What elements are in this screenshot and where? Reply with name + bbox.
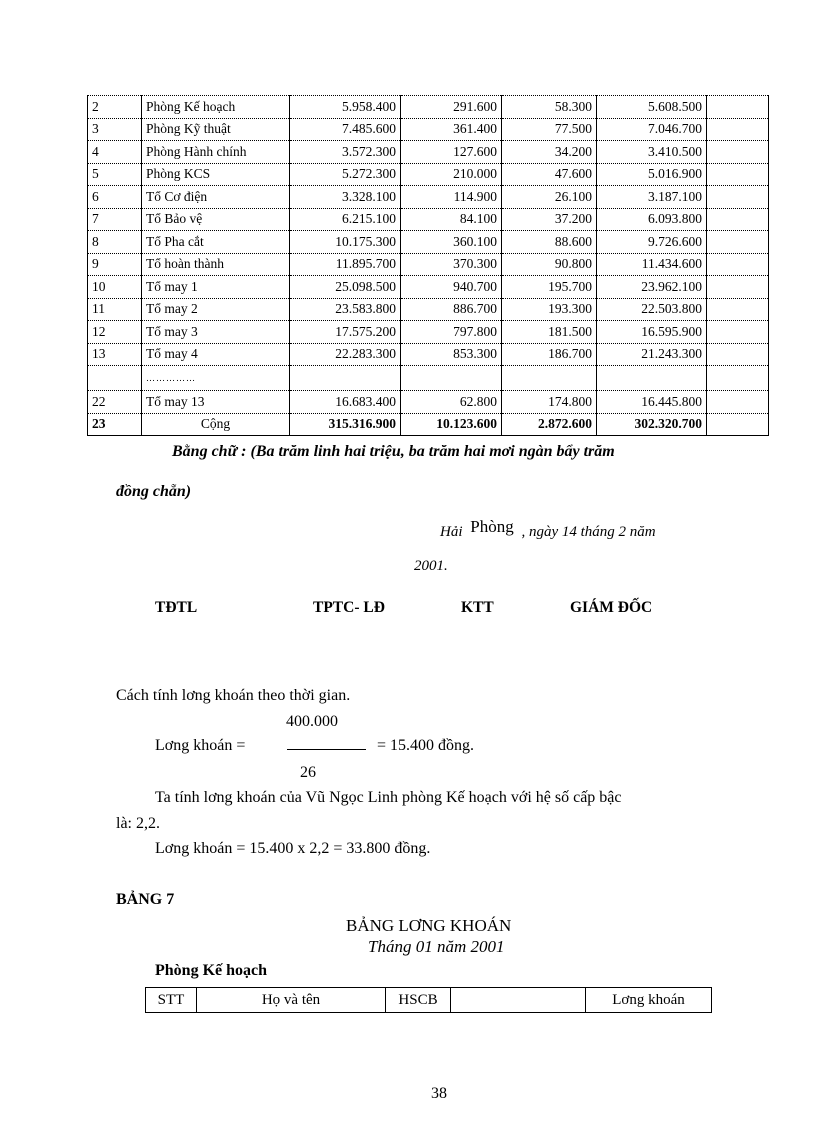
row-name: Phòng Kỹ thuật [142, 118, 290, 141]
place-date-part-1: Hải [440, 524, 463, 540]
row-stt: 8 [88, 231, 142, 254]
row-col-c: 47.600 [502, 163, 597, 186]
table-row [88, 118, 769, 141]
row-col-c: 193.300 [502, 298, 597, 321]
row-col-a: 315.316.900 [290, 413, 401, 436]
row-col-d: 9.726.600 [597, 231, 707, 254]
row-blank-cell [707, 208, 769, 231]
row-col-b: 360.100 [401, 231, 502, 254]
table-row [88, 96, 769, 119]
row-col-a: 11.895.700 [290, 253, 401, 276]
table7-department: Phòng Kế hoạch [155, 962, 268, 979]
row-stt: 5 [88, 163, 142, 186]
row-blank-cell [707, 276, 769, 299]
row-col-c: 58.300 [502, 96, 597, 119]
row-blank-cell [707, 391, 769, 414]
table-row [88, 141, 769, 164]
header-salary: Lơng khoán [586, 988, 712, 1013]
row-col-d: 3.410.500 [597, 141, 707, 164]
place-date-part-3: , ngày 14 tháng 2 năm [521, 524, 656, 540]
page-number: 38 [431, 1085, 447, 1102]
row-stt: 4 [88, 141, 142, 164]
header-blank [451, 988, 586, 1013]
row-name: Tổ may 1 [142, 276, 290, 299]
row-name: Tổ Bảo vệ [142, 208, 290, 231]
row-stt: 10 [88, 276, 142, 299]
row-col-a: 17.575.200 [290, 321, 401, 344]
table7-title: BẢNG LƠNG KHOÁN [346, 916, 512, 935]
row-name: Phòng Hành chính [142, 141, 290, 164]
amount-in-words-line-1: Bằng chữ : (Ba trăm linh hai triệu, ba trăm hai mơi ngàn bẩy trăm [172, 443, 615, 460]
row-blank-cell [707, 186, 769, 209]
row-col-a: 3.328.100 [290, 186, 401, 209]
row-col-b: 370.300 [401, 253, 502, 276]
row-col-b: 361.400 [401, 118, 502, 141]
row-col-c: 195.700 [502, 276, 597, 299]
row-col-c: 77.500 [502, 118, 597, 141]
salary-table-7 [145, 987, 712, 1013]
row-blank-cell [707, 413, 769, 436]
table-row [88, 391, 769, 414]
row-blank-cell [707, 118, 769, 141]
row-col-d: 22.503.800 [597, 298, 707, 321]
amount-in-words-line-2: đồng chẵn) [116, 483, 192, 500]
row-col-c: 88.600 [502, 231, 597, 254]
row-col-d: 5.608.500 [597, 96, 707, 119]
row-col-c: 37.200 [502, 208, 597, 231]
empty-cell [401, 366, 502, 391]
row-col-c: 34.200 [502, 141, 597, 164]
calc-numerator: 400.000 [286, 713, 338, 730]
row-stt: 23 [88, 413, 142, 436]
row-col-d: 3.187.100 [597, 186, 707, 209]
empty-cell [502, 366, 597, 391]
table7-subtitle: Tháng 01 năm 2001 [368, 937, 505, 956]
row-blank-cell [707, 343, 769, 366]
row-col-d: 302.320.700 [597, 413, 707, 436]
calc-line-b: là: 2,2. [116, 815, 160, 832]
row-blank-cell [707, 321, 769, 344]
row-col-b: 84.100 [401, 208, 502, 231]
row-col-b: 62.800 [401, 391, 502, 414]
row-stt: 11 [88, 298, 142, 321]
row-blank-cell [707, 253, 769, 276]
row-col-b: 940.700 [401, 276, 502, 299]
table-row [88, 298, 769, 321]
row-col-a: 10.175.300 [290, 231, 401, 254]
row-stt: 3 [88, 118, 142, 141]
calc-rhs: = 15.400 đồng. [377, 737, 475, 754]
place-date-year: 2001. [414, 558, 448, 574]
calc-denominator: 26 [300, 764, 316, 781]
row-col-a: 25.098.500 [290, 276, 401, 299]
calc-line-a: Ta tính lơng khoán của Vũ Ngọc Linh phòng Kế hoạch với hệ số cấp bậc [155, 789, 622, 806]
empty-cell [88, 366, 142, 391]
table-row [88, 186, 769, 209]
empty-cell [707, 366, 769, 391]
row-col-c: 174.800 [502, 391, 597, 414]
row-name: Tổ may 4 [142, 343, 290, 366]
row-name: Tổ may 2 [142, 298, 290, 321]
row-stt: 22 [88, 391, 142, 414]
calc-intro: Cách tính lơng khoán theo thời gian. [116, 687, 351, 704]
table7-header-row [146, 988, 712, 1013]
row-blank-cell [707, 163, 769, 186]
row-col-b: 10.123.600 [401, 413, 502, 436]
row-blank-cell [707, 141, 769, 164]
calc-line-c: Lơng khoán = 15.400 x 2,2 = 33.800 đồng. [155, 840, 431, 857]
calc-lhs: Lơng khoán = [155, 737, 246, 754]
row-col-a: 22.283.300 [290, 343, 401, 366]
row-name: Tổ hoàn thành [142, 253, 290, 276]
row-col-a: 7.485.600 [290, 118, 401, 141]
signature-tptc-ld: TPTC- LĐ [313, 599, 385, 616]
row-col-c: 26.100 [502, 186, 597, 209]
row-stt: 13 [88, 343, 142, 366]
table-row [88, 276, 769, 299]
row-name: Tổ Pha cắt [142, 231, 290, 254]
row-col-d: 11.434.600 [597, 253, 707, 276]
empty-cell [290, 366, 401, 391]
row-stt: 7 [88, 208, 142, 231]
row-blank-cell [707, 96, 769, 119]
row-blank-cell [707, 298, 769, 321]
row-col-c: 2.872.600 [502, 413, 597, 436]
row-stt: 2 [88, 96, 142, 119]
row-col-a: 16.683.400 [290, 391, 401, 414]
row-name: Phòng Kế hoạch [142, 96, 290, 119]
row-col-c: 181.500 [502, 321, 597, 344]
row-col-d: 16.595.900 [597, 321, 707, 344]
ellipsis-row [88, 366, 769, 391]
row-col-a: 23.583.800 [290, 298, 401, 321]
table7-label: BẢNG 7 [116, 891, 175, 908]
row-col-d: 16.445.800 [597, 391, 707, 414]
signature-tdtl: TĐTL [155, 599, 198, 616]
row-col-b: 127.600 [401, 141, 502, 164]
row-stt: 6 [88, 186, 142, 209]
signature-ktt: KTT [461, 599, 494, 616]
row-name: Tổ Cơ điện [142, 186, 290, 209]
row-col-c: 90.800 [502, 253, 597, 276]
row-col-a: 5.958.400 [290, 96, 401, 119]
row-name: Cộng [142, 413, 290, 436]
table-row [88, 163, 769, 186]
total-row [88, 413, 769, 436]
row-stt: 12 [88, 321, 142, 344]
row-blank-cell [707, 231, 769, 254]
row-col-b: 853.300 [401, 343, 502, 366]
row-col-d: 21.243.300 [597, 343, 707, 366]
row-col-b: 886.700 [401, 298, 502, 321]
row-col-b: 210.000 [401, 163, 502, 186]
row-col-d: 23.962.100 [597, 276, 707, 299]
row-stt: 9 [88, 253, 142, 276]
header-hscb: HSCB [386, 988, 451, 1013]
salary-summary-table [87, 95, 769, 436]
row-col-a: 3.572.300 [290, 141, 401, 164]
table-row [88, 231, 769, 254]
header-full-name: Họ và tên [197, 988, 386, 1013]
row-name: Tổ may 3 [142, 321, 290, 344]
empty-cell [597, 366, 707, 391]
table-row [88, 253, 769, 276]
row-col-b: 114.900 [401, 186, 502, 209]
signature-giam-doc: GIÁM ĐỐC [570, 599, 653, 616]
table-row [88, 343, 769, 366]
row-name: Tổ may 13 [142, 391, 290, 414]
header-stt: STT [146, 988, 197, 1013]
row-col-a: 5.272.300 [290, 163, 401, 186]
place-date-part-2: Phòng [470, 517, 514, 536]
table-row [88, 208, 769, 231]
row-col-d: 5.016.900 [597, 163, 707, 186]
row-col-d: 6.093.800 [597, 208, 707, 231]
row-col-b: 797.800 [401, 321, 502, 344]
fraction-bar [287, 749, 366, 750]
row-col-d: 7.046.700 [597, 118, 707, 141]
row-name: Phòng KCS [142, 163, 290, 186]
row-col-b: 291.600 [401, 96, 502, 119]
place-date [440, 517, 656, 541]
row-col-c: 186.700 [502, 343, 597, 366]
table-row [88, 321, 769, 344]
ellipsis-cell: …………… [142, 366, 290, 391]
row-col-a: 6.215.100 [290, 208, 401, 231]
